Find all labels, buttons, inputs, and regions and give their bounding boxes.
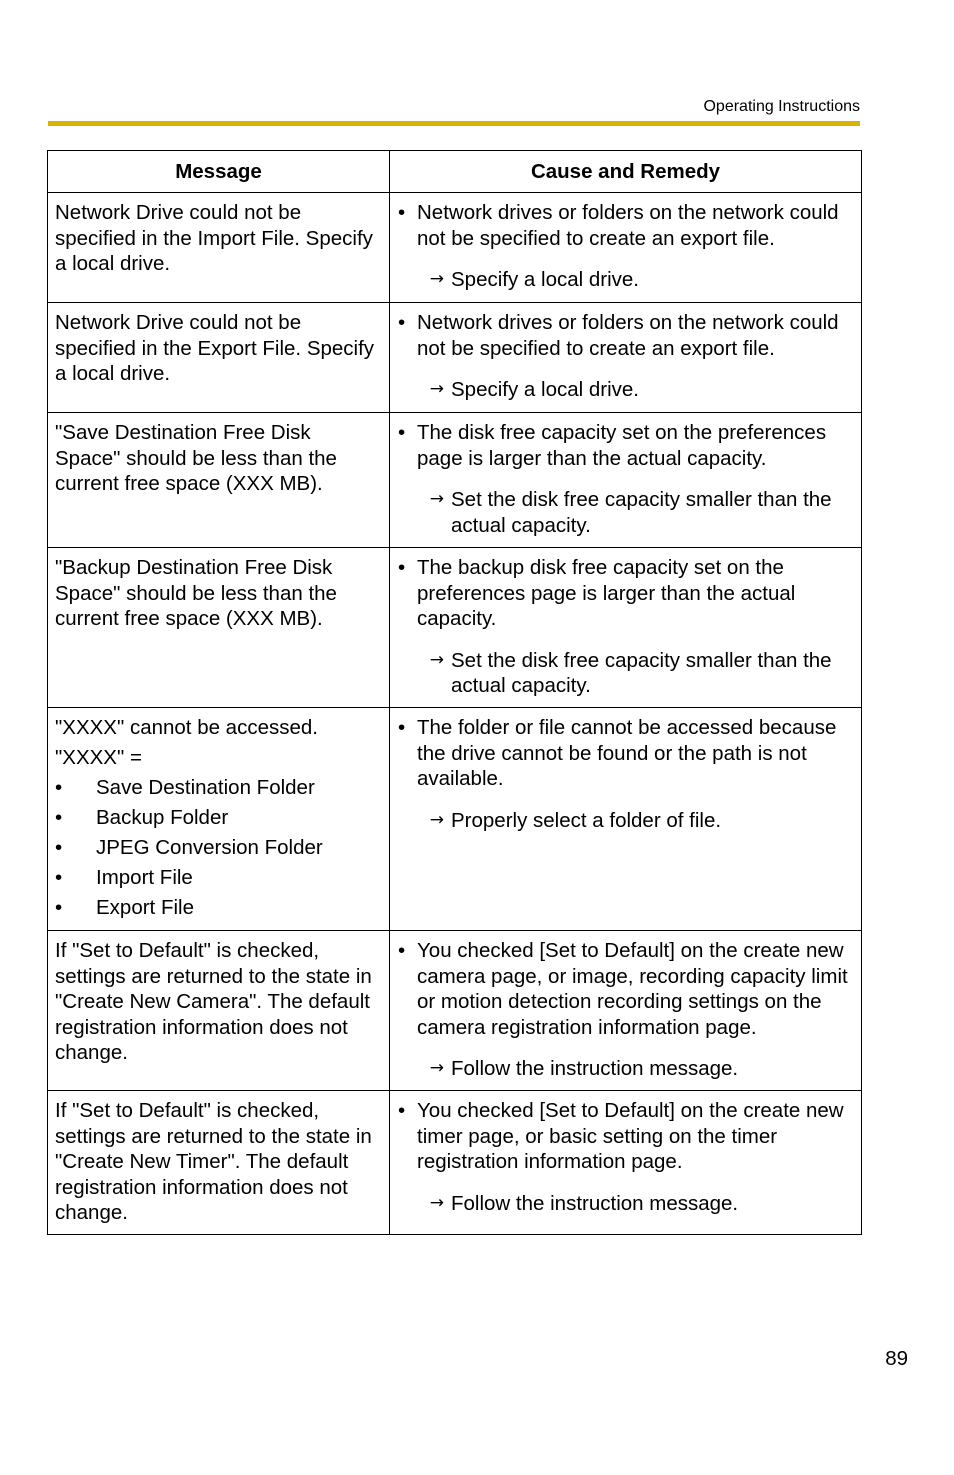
cause-text: The disk free capacity set on the preferences page is larger than the actual capacity.: [417, 421, 827, 470]
bullet-icon: •: [398, 201, 406, 224]
message-text: "XXXX" cannot be accessed.: [55, 716, 318, 739]
message-cell: [48, 413, 390, 548]
list-item: [55, 865, 381, 891]
arrow-right-icon: →: [429, 809, 444, 830]
bullet-icon: •: [55, 896, 63, 919]
cause-cell: [390, 548, 862, 708]
bullet-icon: •: [398, 556, 406, 579]
table-row: [48, 193, 862, 303]
cause-text: You checked [Set to Default] on the create new camera page, or image, recording capacity limit or motion detection recording settings on the camera registration information page.: [417, 939, 848, 1039]
message-text: "Save Destination Free Disk Space" should be less than the current free space (XXX MB).: [55, 421, 337, 495]
message-text: Network Drive could not be specified in the Import File. Specify a local drive.: [55, 201, 373, 275]
cause-cell: [390, 303, 862, 413]
message-table: [47, 150, 862, 1235]
bullet-icon: •: [398, 716, 406, 739]
message-text: Network Drive could not be specified in the Export File. Specify a local drive.: [55, 311, 375, 385]
header-rule: [48, 121, 860, 126]
remedy-text: Set the disk free capacity smaller than the actual capacity.: [451, 488, 832, 537]
cause-cell: [390, 193, 862, 303]
cause-text: Network drives or folders on the network could not be specified to create an export file.: [417, 201, 839, 250]
message-cell: [48, 193, 390, 303]
cause-cell: [390, 708, 862, 931]
arrow-right-icon: →: [429, 649, 444, 670]
table-row: [48, 303, 862, 413]
page-number: 89: [885, 1347, 908, 1370]
bullet-icon: •: [398, 939, 406, 962]
message-placeholder-definition: "XXXX" =: [55, 746, 142, 769]
bullet-icon: •: [398, 1099, 406, 1122]
table-row: [48, 548, 862, 708]
arrow-right-icon: →: [429, 1058, 444, 1078]
remedy-text: Specify a local drive.: [451, 378, 640, 401]
message-cell: [48, 548, 390, 708]
message-text: If "Set to Default" is checked, settings are returned to the state in "Create New Camera". The default registration information does not change.: [55, 939, 372, 1064]
remedy-text: Follow the instruction message.: [451, 1057, 739, 1080]
remedy-text: Follow the instruction message.: [451, 1191, 739, 1215]
table-row: [48, 413, 862, 548]
table-row: [48, 931, 862, 1091]
table-row: [48, 708, 862, 931]
column-header-message: Message: [48, 151, 390, 193]
arrow-right-icon: →: [429, 379, 444, 399]
arrow-right-icon: →: [429, 1192, 444, 1213]
bullet-icon: •: [55, 836, 63, 859]
message-cell: [48, 708, 390, 931]
list-item: [55, 805, 381, 831]
arrow-right-icon: →: [429, 489, 444, 509]
bullet-icon: •: [55, 776, 63, 799]
remedy-text: Specify a local drive.: [451, 268, 640, 291]
cause-text: You checked [Set to Default] on the create new timer page, or basic setting on the timer registration information page.: [417, 1099, 844, 1173]
message-cell: [48, 303, 390, 413]
section-label: Operating Instructions: [703, 98, 860, 115]
remedy-text: Set the disk free capacity smaller than the actual capacity.: [451, 648, 832, 697]
bullet-icon: •: [398, 311, 406, 334]
list-item-text: JPEG Conversion Folder: [96, 836, 323, 859]
remedy-text: Properly select a folder of file.: [451, 808, 722, 832]
cause-cell: [390, 413, 862, 548]
table-header-row: [48, 151, 862, 193]
cause-text: Network drives or folders on the network could not be specified to create an export file.: [417, 311, 839, 360]
message-cell: [48, 931, 390, 1091]
bullet-icon: •: [398, 421, 406, 444]
cause-text: The backup disk free capacity set on the preferences page is larger than the actual capacity.: [417, 556, 796, 630]
bullet-icon: •: [55, 806, 63, 829]
cause-text: The folder or file cannot be accessed because the drive cannot be found or the path is not available.: [417, 716, 837, 790]
list-item: [55, 895, 381, 921]
message-text: If "Set to Default" is checked, settings are returned to the state in "Create New Timer". The default registration information does not change.: [55, 1099, 372, 1224]
list-item: [55, 775, 381, 801]
message-cell: [48, 1091, 390, 1235]
list-item-text: Backup Folder: [96, 806, 229, 829]
arrow-right-icon: →: [429, 269, 444, 289]
list-item-text: Save Destination Folder: [96, 776, 315, 799]
cause-cell: [390, 1091, 862, 1235]
column-header-cause: Cause and Remedy: [390, 151, 862, 193]
table-row: [48, 1091, 862, 1235]
list-item-text: Import File: [96, 866, 193, 889]
message-text: "Backup Destination Free Disk Space" should be less than the current free space (XXX MB).: [55, 556, 337, 630]
list-item-text: Export File: [96, 896, 194, 919]
cause-cell: [390, 931, 862, 1091]
bullet-icon: •: [55, 866, 63, 889]
list-item: [55, 835, 381, 861]
